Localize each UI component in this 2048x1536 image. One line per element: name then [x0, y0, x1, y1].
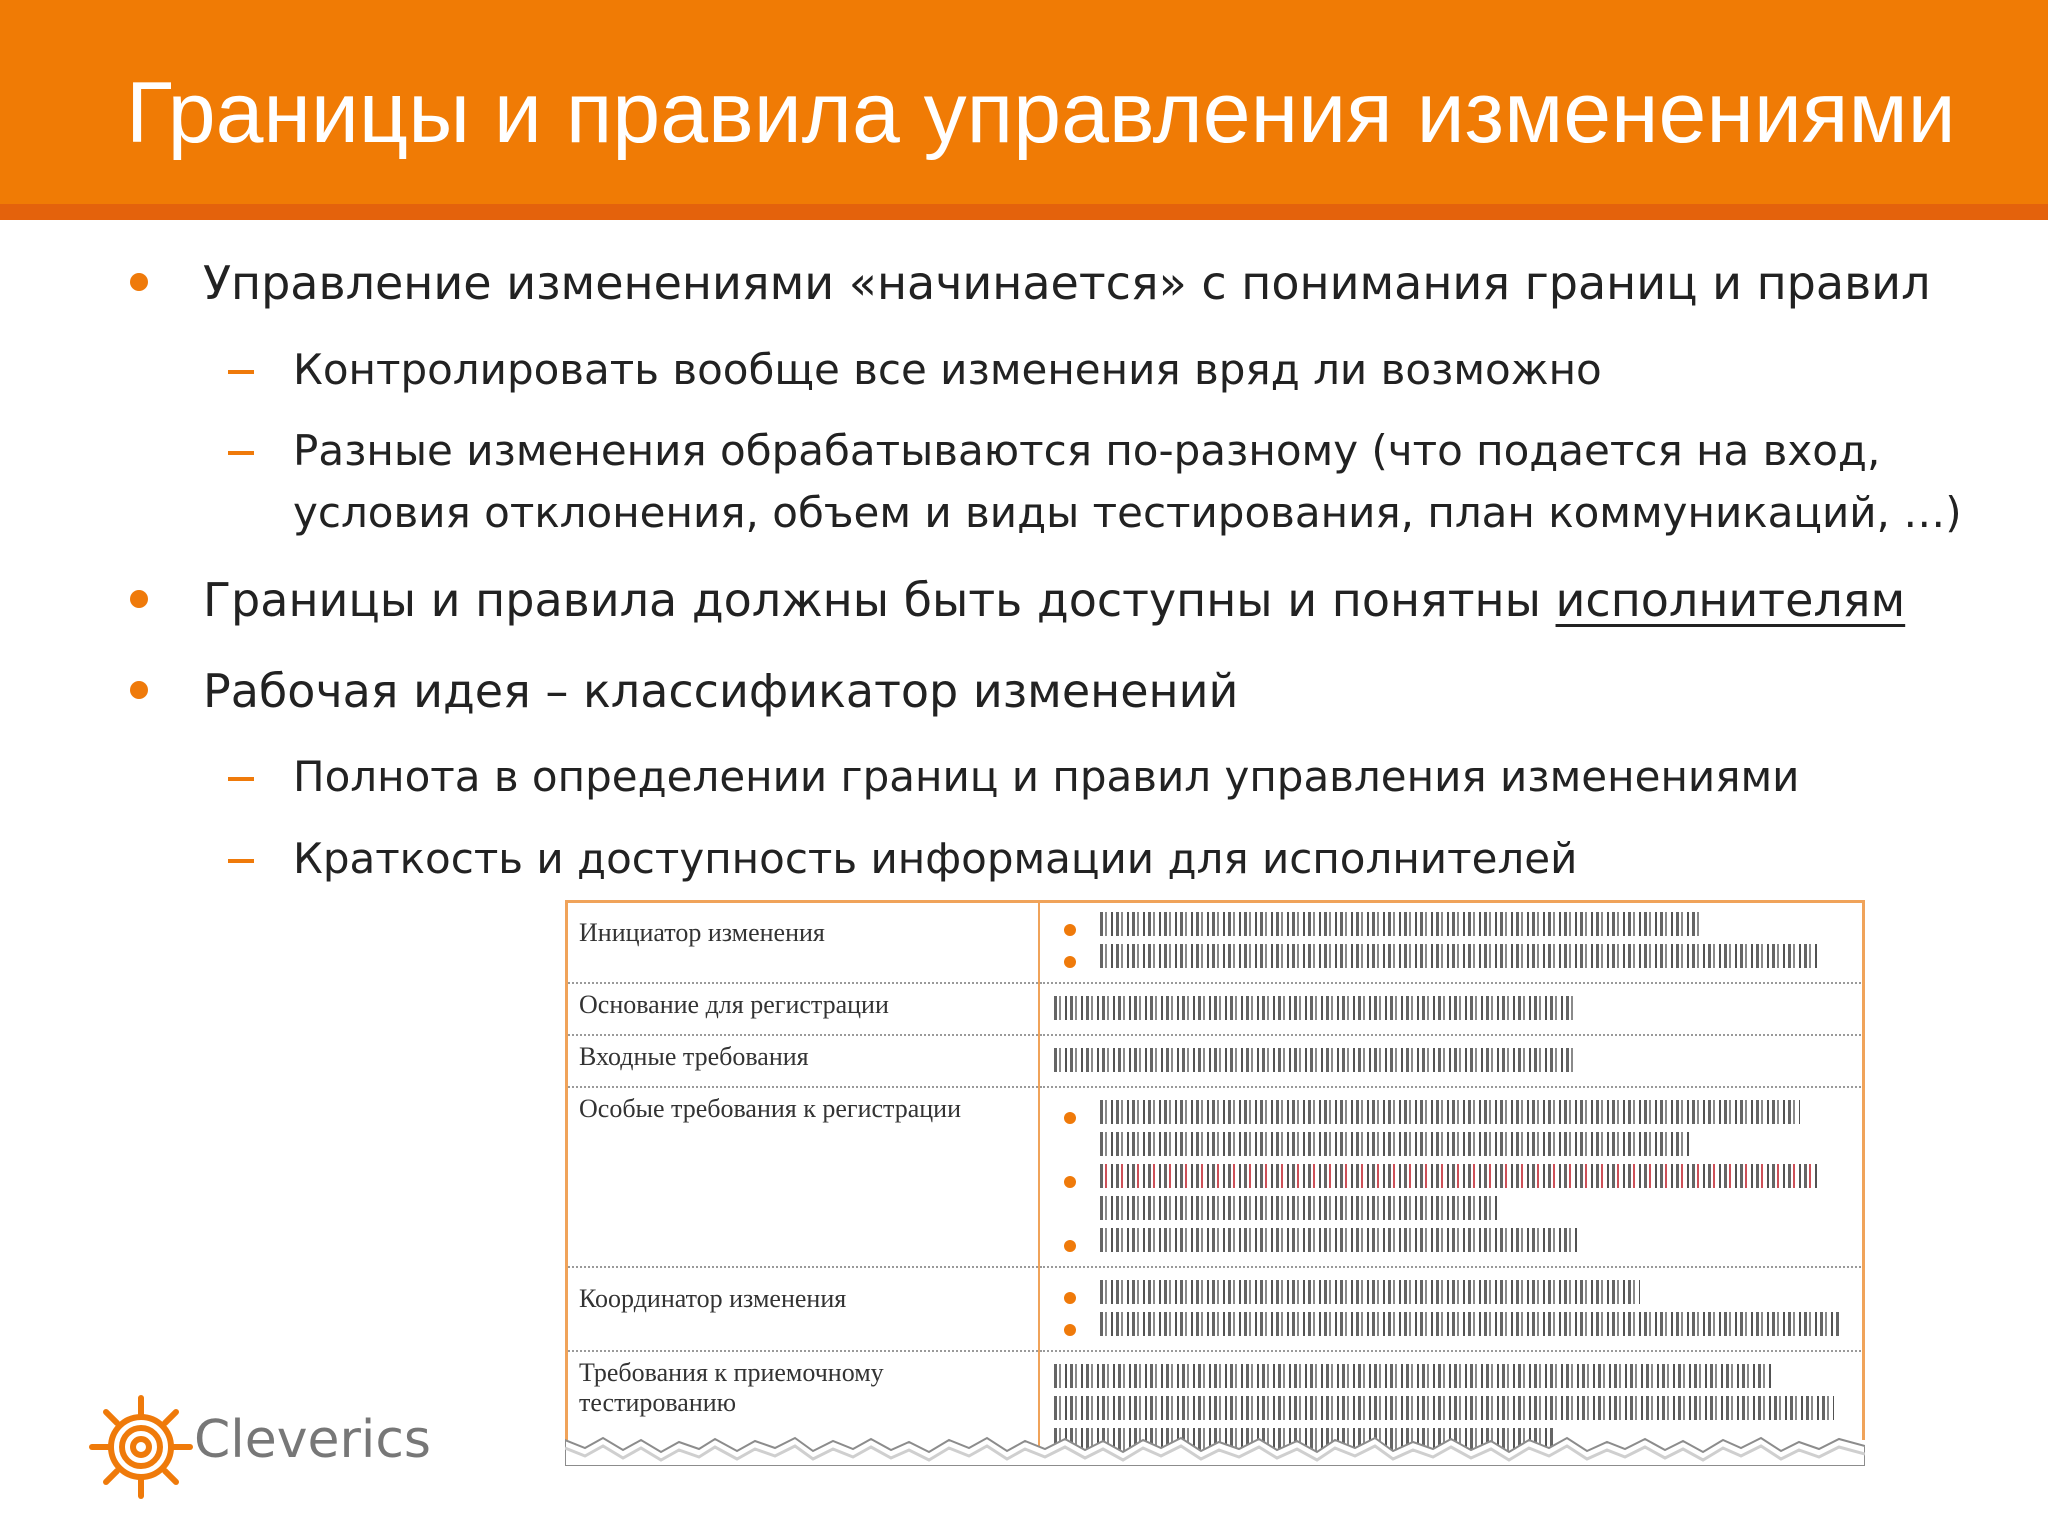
table-row — [565, 1087, 1865, 1267]
sub-bullet-dash — [228, 370, 254, 374]
sub-bullet-text: Полнота в определении границ и правил управления изменениями — [293, 752, 1800, 801]
sub-bullet-dash — [228, 777, 254, 781]
blurred-list-item — [1054, 1280, 1851, 1304]
bullet-text: Рабочая идея – классификатор изменений — [203, 664, 1239, 718]
bullet-text-plain: Границы и правила должны быть доступны и понятны — [203, 573, 1556, 627]
slide-title: Границы и правила управления изменениями — [126, 65, 1956, 161]
row-value-blurred — [1039, 1035, 1865, 1087]
bullet-text-underlined: исполнителям — [1555, 573, 1906, 627]
table-row — [565, 983, 1865, 1035]
blurred-list-item — [1054, 944, 1851, 968]
sub-bullet-text-continued: условия отклонения, объем и виды тестирования, план коммуникаций, …) — [293, 488, 1962, 537]
blurred-list-item — [1054, 1164, 1851, 1220]
row-label: Требования к приемочному тестированию — [565, 1351, 1039, 1466]
sub-bullet-dash — [228, 451, 254, 455]
blurred-list-item — [1054, 912, 1851, 936]
row-label: Основание для регистрации — [565, 983, 1039, 1035]
table-row — [565, 1267, 1865, 1351]
logo-wordmark: Cleverics — [194, 1410, 432, 1470]
row-label: Входные требования — [565, 1035, 1039, 1087]
bullet-dot — [130, 273, 148, 291]
classifier-table — [565, 900, 1865, 1466]
table-row — [565, 1035, 1865, 1087]
sub-bullet-text: Разные изменения обрабатываются по-разному (что подается на вход, — [293, 426, 1881, 475]
blurred-list-item — [1054, 1228, 1851, 1252]
cleverics-logo — [86, 1392, 446, 1502]
row-value-blurred — [1039, 1267, 1865, 1351]
ship-wheel-icon — [86, 1392, 196, 1502]
row-label: Инициатор изменения — [565, 900, 1039, 983]
bullet-text — [203, 571, 1905, 629]
sub-bullet-dash — [228, 859, 254, 863]
blurred-list-item — [1054, 1100, 1851, 1156]
row-value-blurred — [1039, 1087, 1865, 1267]
sub-bullet-text: Контролировать вообще все изменения вряд ли возможно — [293, 345, 1602, 394]
bullet-text: Управление изменениями «начинается» с понимания границ и правил — [203, 256, 1931, 310]
table-row — [565, 900, 1865, 983]
blurred-list-item — [1054, 1312, 1851, 1336]
row-label: Координатор изменения — [565, 1267, 1039, 1351]
row-value-blurred — [1039, 983, 1865, 1035]
torn-edge — [565, 1436, 1865, 1466]
row-label: Особые требования к регистрации — [565, 1087, 1039, 1267]
sub-bullet-text: Краткость и доступность информации для исполнителей — [293, 834, 1578, 883]
bullet-dot — [130, 590, 148, 608]
classifier-table-excerpt — [565, 900, 1865, 1460]
bullet-dot — [130, 681, 148, 699]
row-value-blurred — [1039, 900, 1865, 983]
